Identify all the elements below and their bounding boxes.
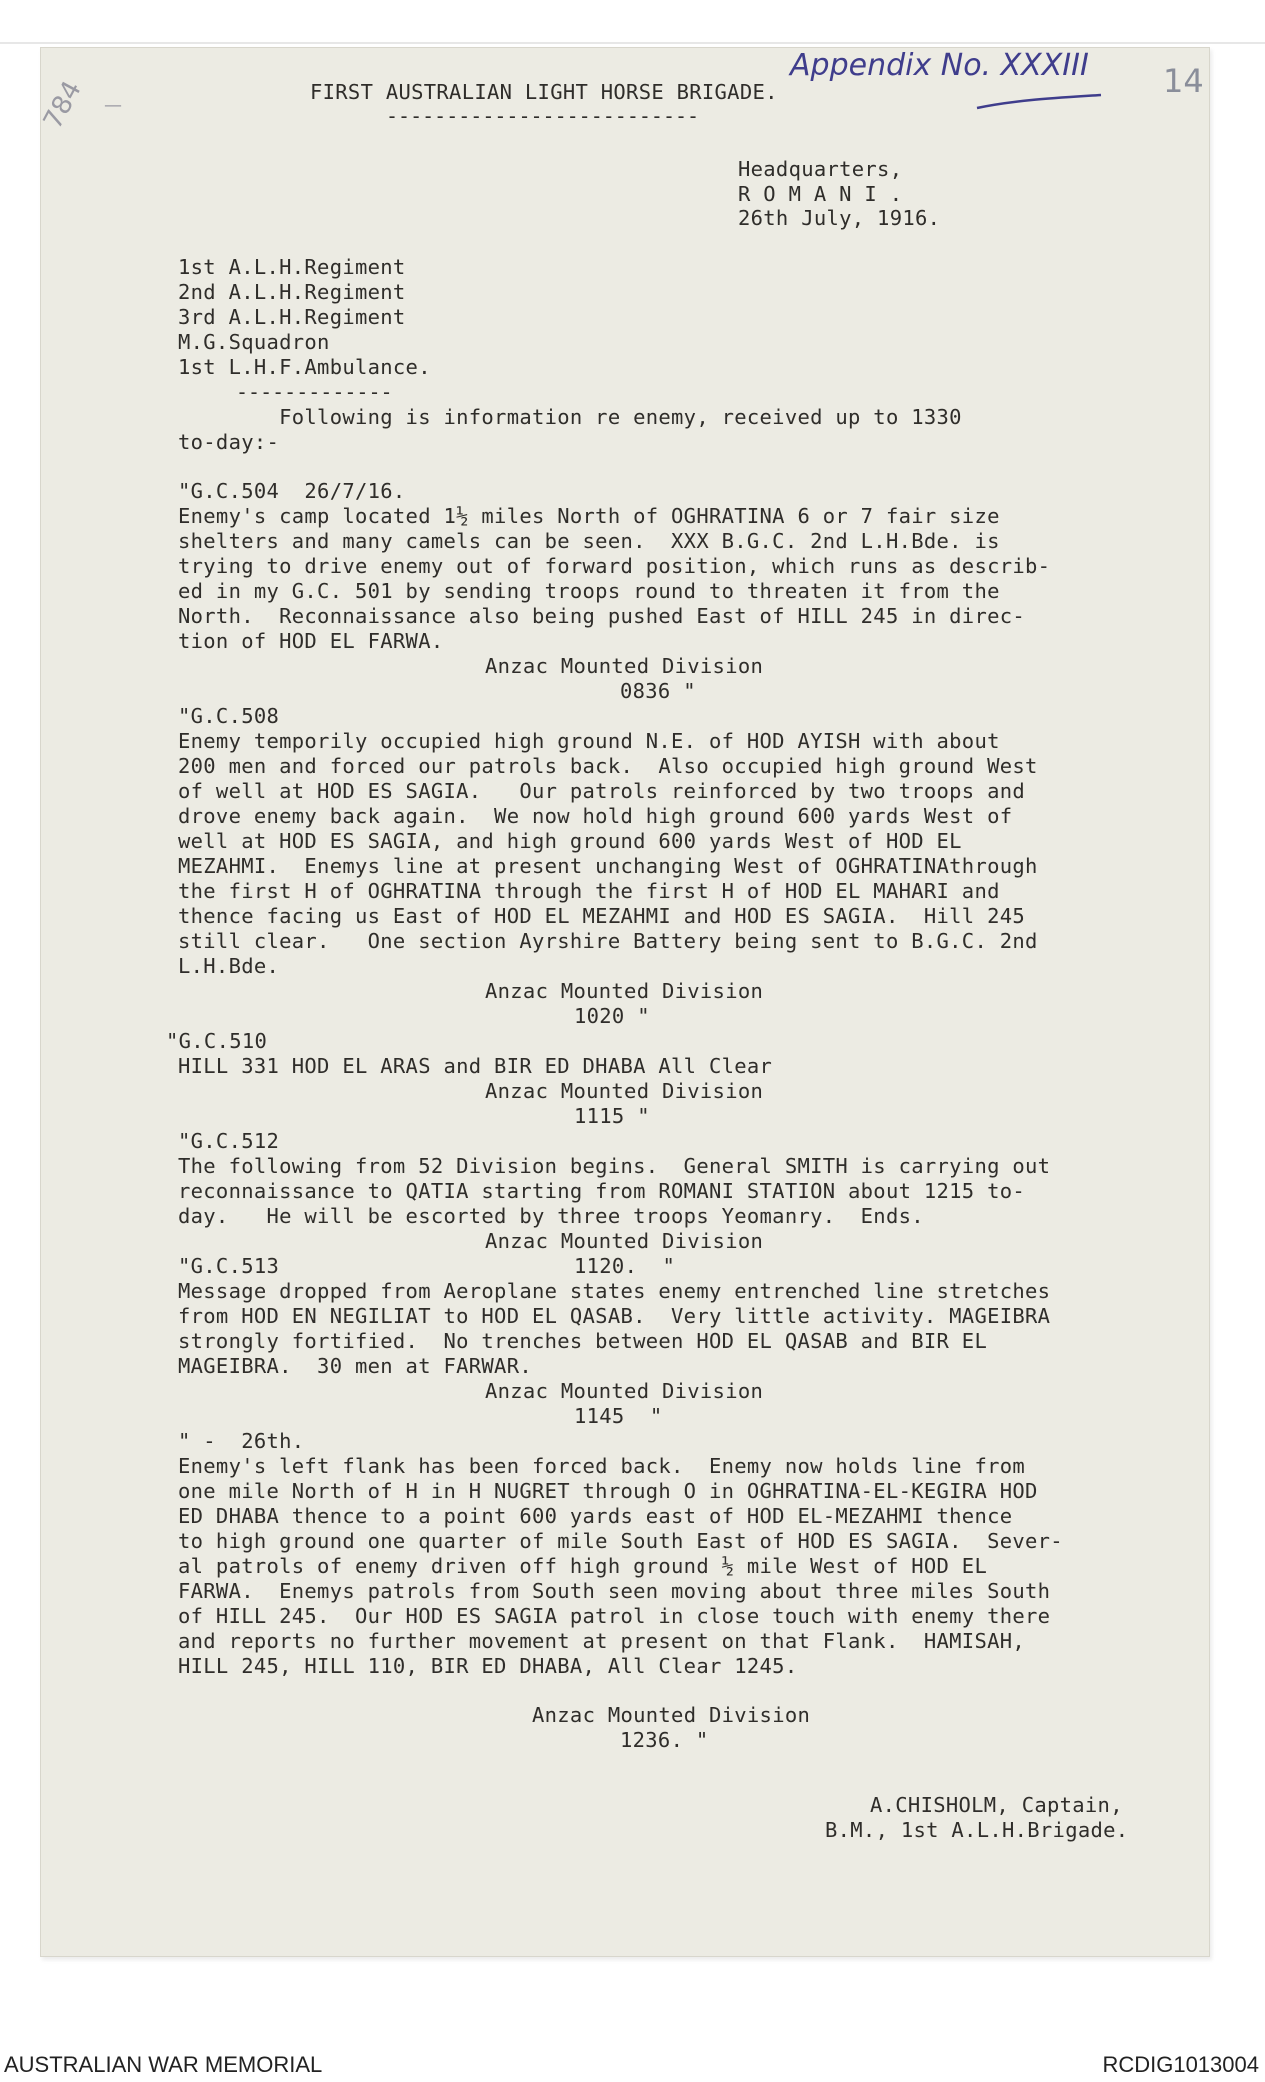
message-line: L.H.Bde. — [178, 954, 280, 978]
message-line: The following from 52 Division begins. General SMITH is carrying out — [178, 1154, 1051, 1178]
message-line: well at HOD ES SAGIA, and high ground 600 yards West of HOD EL — [178, 829, 962, 853]
message-line: still clear. One section Ayrshire Battery being sent to B.G.C. 2nd — [178, 929, 1038, 953]
message-line: "G.C.510 — [166, 1029, 268, 1053]
message-line: "G.C.512 — [178, 1129, 280, 1153]
message-line: to high ground one quarter of mile South East of HOD ES SAGIA. Sever- — [178, 1529, 1063, 1553]
message-line: "G.C.513 — [178, 1254, 280, 1278]
message-line: HILL 245, HILL 110, BIR ED DHABA, All Clear 1245. — [178, 1654, 798, 1678]
hq-label: Headquarters, — [738, 157, 903, 181]
footer-institution: AUSTRALIAN WAR MEMORIAL — [4, 2052, 323, 2077]
addressee: 2nd A.L.H.Regiment — [178, 280, 406, 304]
message-time: 1115 " — [574, 1104, 650, 1128]
message-line: tion of HOD EL FARWA. — [178, 629, 444, 653]
message-line: MEZAHMI. Enemys line at present unchanging West of OGHRATINAthrough — [178, 854, 1038, 878]
message-line: of well at HOD ES SAGIA. Our patrols reinforced by two troops and — [178, 779, 1026, 803]
addressee: 3rd A.L.H.Regiment — [178, 305, 406, 329]
message-line: "G.C.508 — [178, 704, 280, 728]
message-sender: Anzac Mounted Division — [485, 979, 764, 1003]
appendix-underline-stroke — [975, 92, 1105, 114]
message-sender: Anzac Mounted Division — [485, 1079, 764, 1103]
message-sender: Anzac Mounted Division — [485, 1229, 764, 1253]
document-title: FIRST AUSTRALIAN LIGHT HORSE BRIGADE. — [310, 80, 778, 104]
message-line: thence facing us East of HOD EL MEZAHMI and HOD ES SAGIA. Hill 245 — [178, 904, 1026, 928]
title-underline: -------------------------- — [386, 104, 700, 128]
message-sender: Anzac Mounted Division — [532, 1703, 811, 1727]
document-date: 26th July, 1916. — [738, 206, 941, 230]
archive-folio-number: 784 — [38, 76, 88, 135]
message-line: 200 men and forced our patrols back. Also occupied high ground West — [178, 754, 1038, 778]
message-line: FARWA. Enemys patrols from South seen moving about three miles South — [178, 1579, 1051, 1603]
message-line: North. Reconnaissance also being pushed East of HILL 245 in direc- — [178, 604, 1026, 628]
message-line: Message dropped from Aeroplane states enemy entrenched line stretches — [178, 1279, 1051, 1303]
message-line: shelters and many camels can be seen. XXX B.G.C. 2nd L.H.Bde. is — [178, 529, 1000, 553]
message-line: ed in my G.C. 501 by sending troops round to threaten it from the — [178, 579, 1000, 603]
message-time: 1145 " — [574, 1404, 663, 1428]
message-line: ED DHABA thence to a point 600 yards east of HOD EL-MEZAHMI thence — [178, 1504, 1013, 1528]
message-sender: Anzac Mounted Division — [485, 1379, 764, 1403]
intro-line: to-day:- — [178, 430, 280, 454]
hq-place: R O M A N I . — [738, 182, 903, 206]
top-edge-line — [0, 42, 1265, 44]
message-time: 1120. " — [574, 1254, 676, 1278]
message-line: Enemy's left flank has been forced back. Enemy now holds line from — [178, 1454, 1026, 1478]
intro-line: Following is information re enemy, received up to 1330 — [178, 405, 962, 429]
page-number: 14 — [1163, 62, 1204, 100]
footer-record-id: RCDIG1013004 — [1102, 2052, 1259, 2077]
message-line: MAGEIBRA. 30 men at FARWAR. — [178, 1354, 532, 1378]
message-line: strongly fortified. No trenches between HOD EL QASAB and BIR EL — [178, 1329, 988, 1353]
addressee: 1st L.H.F.Ambulance. — [178, 355, 431, 379]
message-line: and reports no further movement at present on that Flank. HAMISAH, — [178, 1629, 1026, 1653]
message-line: "G.C.504 26/7/16. — [178, 479, 406, 503]
message-time: 0836 " — [620, 679, 696, 703]
message-sender: Anzac Mounted Division — [485, 654, 764, 678]
pencil-mark: — — [104, 95, 122, 116]
message-line: trying to drive enemy out of forward position, which runs as describ- — [178, 554, 1051, 578]
message-line: drove enemy back again. We now hold high ground 600 yards West of — [178, 804, 1013, 828]
addressee: 1st A.L.H.Regiment — [178, 255, 406, 279]
message-line: " - 26th. — [178, 1429, 305, 1453]
message-line: one mile North of H in H NUGRET through O in OGHRATINA-EL-KEGIRA HOD — [178, 1479, 1038, 1503]
message-line: from HOD EN NEGILIAT to HOD EL QASAB. Very little activity. MAGEIBRA — [178, 1304, 1051, 1328]
signature-name: A.CHISHOLM, Captain, — [870, 1793, 1123, 1817]
signature-role: B.M., 1st A.L.H.Brigade. — [825, 1818, 1129, 1842]
message-line: Enemy temporily occupied high ground N.E. of HOD AYISH with about — [178, 729, 1000, 753]
message-line: the first H of OGHRATINA through the first H of HOD EL MAHARI and — [178, 879, 1000, 903]
message-line: Enemy's camp located 1½ miles North of OGHRATINA 6 or 7 fair size — [178, 504, 1000, 528]
message-line: HILL 331 HOD EL ARAS and BIR ED DHABA All Clear — [178, 1054, 773, 1078]
message-line: of HILL 245. Our HOD ES SAGIA patrol in close touch with enemy there — [178, 1604, 1051, 1628]
message-time: 1020 " — [574, 1004, 650, 1028]
addressee-rule: ------------- — [236, 380, 393, 404]
message-line: al patrols of enemy driven off high ground ½ mile West of HOD EL — [178, 1554, 988, 1578]
addressee: M.G.Squadron — [178, 330, 330, 354]
message-time: 1236. " — [620, 1728, 709, 1752]
message-line: reconnaissance to QATIA starting from ROMANI STATION about 1215 to- — [178, 1179, 1026, 1203]
message-line: day. He will be escorted by three troops Yeomanry. Ends. — [178, 1204, 924, 1228]
appendix-annotation: Appendix No. XXXIII — [790, 48, 1089, 83]
